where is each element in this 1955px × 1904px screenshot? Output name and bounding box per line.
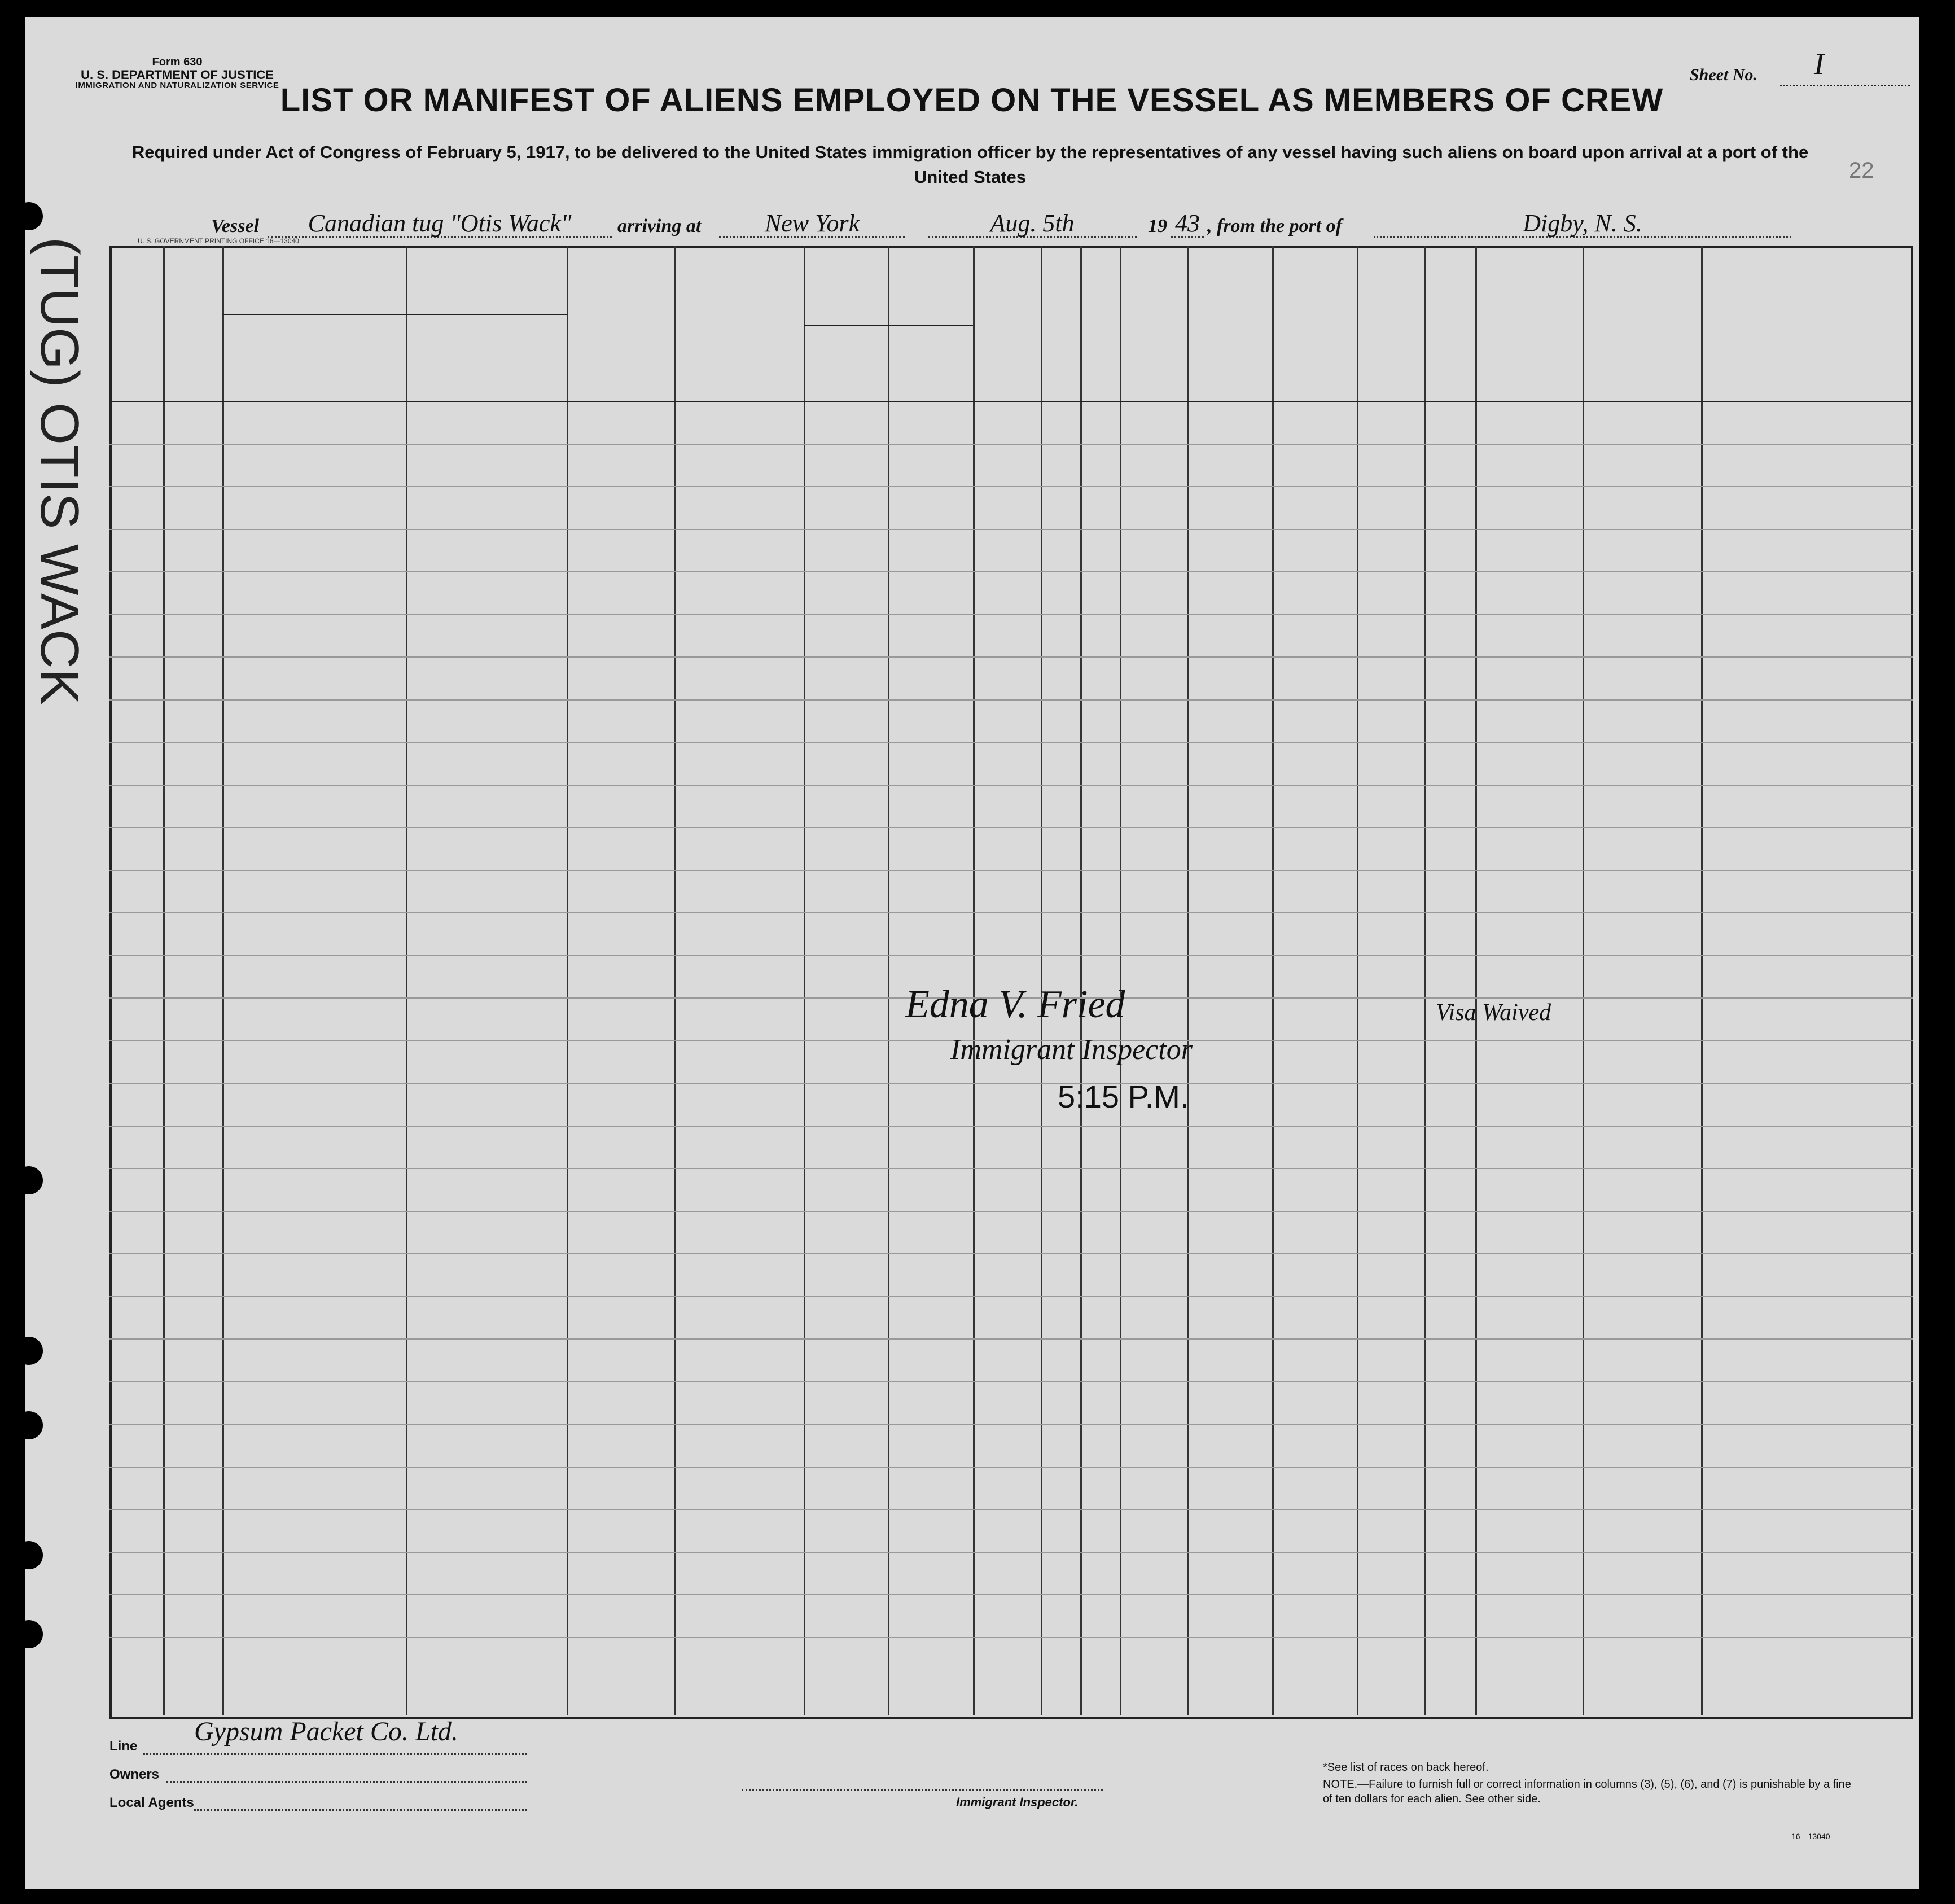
column-divider: [1475, 246, 1477, 1715]
row-rule: [109, 1338, 1913, 1340]
row-rule: [109, 656, 1913, 658]
row-rule: [109, 1381, 1913, 1382]
row-rule: [109, 827, 1913, 828]
year-prefix: 19: [1148, 216, 1167, 237]
name-subheader-rule: [222, 314, 567, 315]
column-divider: [1041, 246, 1042, 1715]
arriving-value: New York: [719, 209, 905, 238]
stamp-number: 22: [1849, 158, 1874, 183]
local-agents-label: Local Agents: [109, 1795, 194, 1810]
owners-label: Owners: [109, 1767, 160, 1782]
column-divider: [973, 246, 975, 1715]
header-bottom-rule: [109, 401, 1913, 402]
year-value: 43: [1171, 209, 1204, 238]
binder-hole: [15, 1166, 43, 1194]
row-rule: [109, 1211, 1913, 1212]
row-rule: [109, 571, 1913, 572]
vessel-label: Vessel: [211, 216, 259, 237]
column-divider: [1583, 246, 1584, 1715]
binder-hole: [15, 1541, 43, 1569]
print-code: 16—13040: [1791, 1832, 1830, 1841]
column-divider: [1080, 246, 1082, 1715]
binder-hole: [15, 1620, 43, 1648]
row-rule: [109, 1594, 1913, 1595]
binder-hole: [15, 1411, 43, 1439]
department-name: U. S. DEPARTMENT OF JUSTICE: [81, 68, 274, 82]
row-rule: [109, 1296, 1913, 1297]
printer-mark: U. S. GOVERNMENT PRINTING OFFICE 16—13040: [138, 237, 299, 245]
row-rule: [109, 1253, 1913, 1254]
owners-rule: [166, 1764, 527, 1783]
form-number: Form 630: [152, 56, 203, 68]
row-rule: [109, 870, 1913, 871]
column-divider: [406, 246, 407, 1715]
row-rule: [109, 1552, 1913, 1553]
column-divider: [567, 246, 568, 1715]
row-rule: [109, 1637, 1913, 1638]
row-rule: [109, 529, 1913, 530]
row-rule: [109, 1424, 1913, 1425]
visa-note: Visa Waived: [1436, 1000, 1551, 1026]
column-divider: [1424, 246, 1426, 1715]
page-subtitle: Required under Act of Congress of February 5, 1917, to be delivered to the United States immigration officer by the representatives of any vessel having such aliens on board upon arrival at a port of the United States: [131, 142, 1809, 187]
column-divider: [1120, 246, 1121, 1715]
row-rule: [109, 444, 1913, 445]
shipped-subheader-rule: [804, 325, 973, 326]
page-title: LIST OR MANIFEST OF ALIENS EMPLOYED ON THE VESSEL AS MEMBERS OF CREW: [280, 82, 1664, 119]
row-rule: [109, 1168, 1913, 1169]
races-note: *See list of races on back hereof.: [1323, 1761, 1489, 1774]
column-divider: [804, 246, 805, 1715]
arriving-label: arriving at: [617, 216, 702, 237]
inspector-title: Immigrant Inspector: [950, 1034, 1193, 1066]
inspector-label: Immigrant Inspector.: [956, 1795, 1079, 1809]
vessel-line: [211, 209, 1848, 243]
row-rule: [109, 614, 1913, 615]
agents-rule: [194, 1792, 527, 1811]
column-divider: [1357, 246, 1358, 1715]
row-rule: [109, 912, 1913, 913]
binder-hole: [15, 202, 43, 230]
inspector-rule: [742, 1778, 1103, 1791]
column-divider: [1187, 246, 1189, 1715]
row-rule: [109, 699, 1913, 701]
column-divider: [1272, 246, 1274, 1715]
from-port-value: Digby, N. S.: [1374, 209, 1791, 238]
column-divider: [674, 246, 676, 1715]
column-divider: [888, 246, 889, 1715]
row-rule: [109, 785, 1913, 786]
column-divider: [222, 246, 224, 1715]
penalty-note: NOTE.—Failure to furnish full or correct information in columns (3), (5), (6), and (7) is punishable by a fine of ten dollars for each alien. See other side.: [1323, 1778, 1851, 1805]
line-label: Line: [109, 1739, 138, 1754]
from-port-label: , from the port of: [1207, 216, 1342, 237]
vessel-value: Canadian tug "Otis Wack": [268, 209, 612, 238]
row-rule: [109, 1509, 1913, 1510]
sheet-number-value: I: [1814, 47, 1824, 81]
column-divider: [163, 246, 165, 1715]
row-rule: [109, 955, 1913, 956]
row-rule: [109, 486, 1913, 487]
line-value: Gypsum Packet Co. Ltd.: [194, 1717, 458, 1747]
inspection-time: 5:15 P.M.: [1058, 1079, 1189, 1114]
sheet-number-label: Sheet No.: [1690, 65, 1757, 84]
column-divider: [1701, 246, 1703, 1715]
inspector-signature: Edna V. Fried: [905, 983, 1125, 1026]
arrival-date: Aug. 5th: [928, 209, 1137, 238]
row-rule: [109, 1467, 1913, 1468]
service-name: IMMIGRATION AND NATURALIZATION SERVICE: [75, 81, 279, 91]
row-rule: [109, 1126, 1913, 1127]
row-rule: [109, 1083, 1913, 1084]
binder-hole: [15, 1337, 43, 1365]
row-rule: [109, 742, 1913, 743]
side-annotation: (TUG) OTIS WACK: [29, 237, 90, 705]
manifest-sheet: [25, 17, 1919, 1889]
